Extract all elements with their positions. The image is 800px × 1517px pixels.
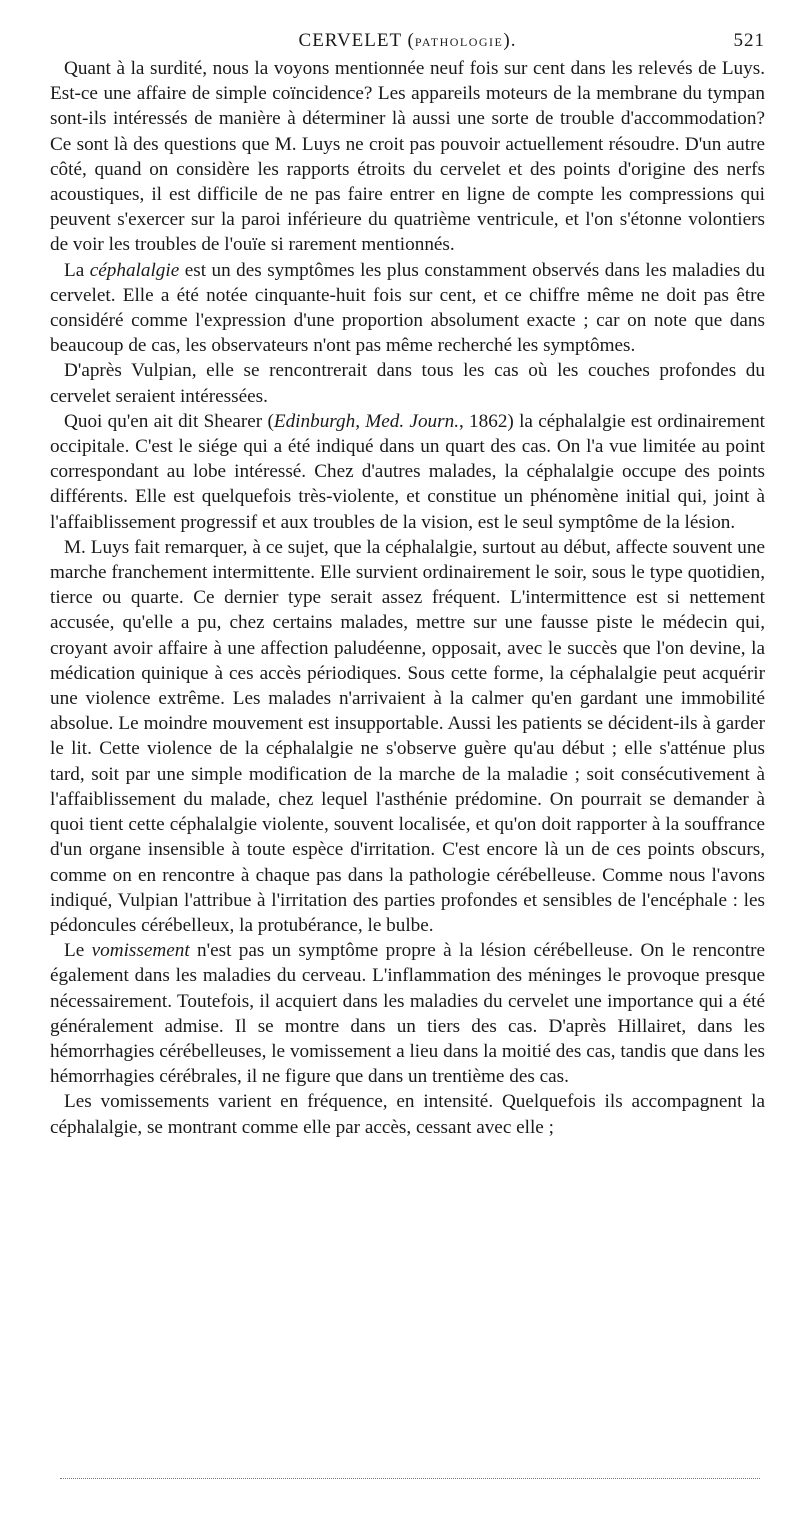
p6-text-after: n'est pas un symptôme propre à la lésion cérébelleuse. On le rencontre également dans les maladies du cerveau. L'inflammation des méninges le provoque presque nécessairement. Toutefois, il acquiert dans les maladies du cervelet une importance qui a été généralement admise. Il se montre dans un tiers des cas. D'après Hillairet, dans les hémorrhagies cérébelleuses, le vomissement a lieu dans la moitié des cas, tandis que dans les hémorrhagies cérébrales, il ne figure que dans un trentième des cas.	[50, 940, 765, 1088]
paragraph-shearer	[50, 409, 765, 535]
p4-text-before: Quoi qu'en ait dit Shearer (	[64, 410, 274, 432]
body-text	[50, 56, 765, 1140]
running-title-main: CERVELET	[298, 30, 402, 51]
running-title-subject: PATHOLOGIE	[414, 35, 504, 49]
p4-text-after: , 1862) la céphalalgie est ordinairement occipitale. C'est le siége qui a été indiqué dans un quart des cas. On l'a vue limitée au point correspondant au lobe intéressé. Chez d'autres malades, la céphalalgie occupe des points différents. Elle est quelquefois très-violente, et constitue un phénomène initial qui, joint à l'affaiblissement progressif et aux troubles de la vision, est le seul symptôme de la lésion.	[50, 410, 766, 533]
running-title-paren-close: ).	[503, 30, 517, 51]
running-title	[50, 30, 765, 52]
paragraph-vulpian: D'après Vulpian, elle se rencontrerait dans tous les cas où les couches profondes du cervelet seraient intéressées.	[50, 360, 765, 407]
p6-term: vomissement	[91, 940, 190, 962]
p2-term: céphalalgie	[89, 259, 180, 281]
p2-text-after: est un des symptômes les plus constamment observés dans les maladies du cervelet. Elle a été notée cinquante-huit fois sur cent, et ce chiffre même ne doit pas être considéré comme l'expression d'une proportion absolument exacte ; car on note que dans beaucoup de cas, les observateurs n'ont pas même recherché les symptômes.	[50, 259, 765, 357]
paragraph-cephalalgie	[50, 258, 765, 359]
paragraph-surdite: Quant à la surdité, nous la voyons mentionnée neuf fois sur cent dans les relevés de Luys. Est-ce une affaire de simple coïncidence? Les appareils moteurs de la membrane du tympan sont-ils intéressés de manière à déterminer là aussi une sorte de trouble d'accommodation? Ce sont là des questions que M. Luys ne croit pas pouvoir actuellement résoudre. D'un autre côté, quand on considère les rapports étroits du cervelet et des points d'origine des nerfs acoustiques, il est difficile de ne pas faire entrer en ligne de compte les compressions qui peuvent s'exercer sur la paroi inférieure du quatrième ventricule, et l'on s'étonne volontiers de voir les troubles de l'ouïe si rarement mentionnés.	[50, 58, 765, 256]
page-number: 521	[733, 30, 765, 51]
footer-dotted-rule	[60, 1478, 760, 1479]
paragraph-vomissements-frequence: Les vomissements varient en fréquence, en intensité. Quelquefois ils accompagnent la céphalalgie, se montrant comme elle par accès, cessant avec elle ;	[50, 1091, 765, 1138]
p4-citation: Edinburgh, Med. Journ.	[273, 410, 459, 432]
paragraph-vomissement	[50, 938, 765, 1089]
paragraph-luys: M. Luys fait remarquer, à ce sujet, que la céphalalgie, surtout au début, affecte souvent une marche franchement intermittente. Elle survient ordinairement le soir, sous le type quotidien, tierce ou quarte. Ce dernier type serait assez fréquent. L'intermittence est si nettement accusée, qu'elle a pu, chez certains malades, mettre sur une fausse piste le médecin qui, croyant avoir affaire à une affection paludéenne, opposait, avec le succès que l'on devine, la médication quinique à ces accès périodiques. Sous cette forme, la céphalalgie peut acquérir une violence extrême. Les malades n'arrivaient à la calmer qu'en gardant une immobilité absolue. Le moindre mouvement est insupportable. Aussi les patients se décident-ils à garder le lit. Cette violence de la céphalalgie ne s'observe guère qu'au début ; elle s'atténue plus tard, soit par une simple modification de la marche de la maladie ; soit consécutivement à l'affaiblissement du malade, chez lequel l'asthénie prédomine. On pourrait se demander à quoi tient cette céphalalgie violente, souvent localisée, et qu'on doit rapporter à la souffrance d'un organe insensible à toute espèce d'irritation. C'est encore là un de ces points obscurs, comme on en rencontre à chaque pas dans la pathologie cérébelleuse. Comme nous l'avons indiqué, Vulpian l'attribue à l'irritation des parties profondes et sensibles de l'encéphale : les pédoncules cérébelleux, la protubérance, le bulbe.	[50, 536, 765, 936]
p6-text-before: Le	[64, 940, 92, 962]
running-title-paren-open: (	[401, 30, 415, 51]
running-head	[50, 30, 765, 56]
p2-text-before: La	[64, 259, 90, 281]
book-page	[50, 30, 765, 1140]
